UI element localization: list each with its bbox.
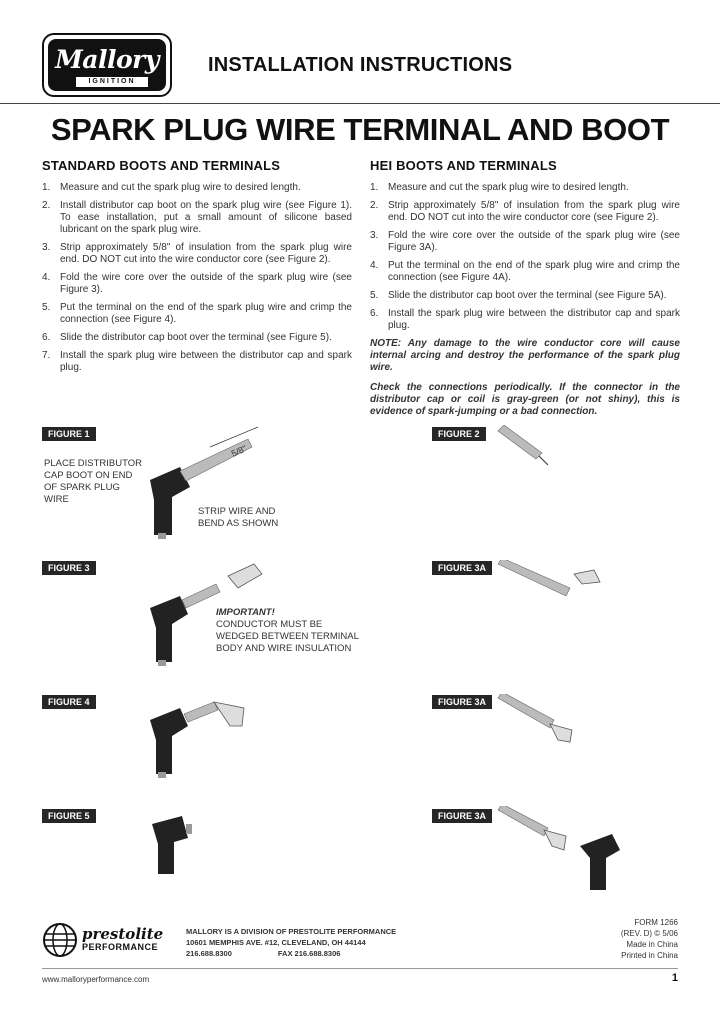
made-in: Made in China	[626, 940, 678, 949]
list-item	[370, 182, 680, 194]
figure-4-label: FIGURE 4	[42, 695, 96, 709]
bottom-divider	[42, 968, 678, 969]
boot-shape	[150, 708, 188, 774]
wire-shape	[498, 560, 570, 596]
list-item	[42, 182, 352, 194]
division-text: MALLORY IS A DIVISION OF PRESTOLITE PERFORMANCE	[186, 927, 397, 936]
callout-line: WIRE	[44, 494, 69, 505]
boot-shape	[152, 816, 188, 874]
step-number: 5.	[370, 290, 379, 301]
step-text: Strip approximately 5/8" of insulation from the spark plug wire end. DO NOT cut into the wire conductor core (see Figure 2).	[388, 200, 680, 223]
boot-shape	[580, 834, 620, 890]
step-number: 1.	[370, 182, 379, 193]
step-text: Strip approximately 5/8" of insulation from the spark plug wire end. DO NOT cut into the wire conductor core (see Figure 2).	[60, 242, 352, 265]
callout-line: STRIP WIRE AND	[198, 506, 276, 517]
form-info	[621, 917, 678, 961]
callout-line: OF SPARK PLUG	[44, 482, 120, 493]
list-item	[370, 290, 680, 302]
wire-shape	[182, 584, 220, 608]
logo-word: Mallory	[55, 45, 159, 74]
figure-3-illustration	[144, 558, 274, 668]
step-number: 1.	[42, 182, 51, 193]
terminal-shape	[550, 724, 572, 742]
callout-line: CONDUCTOR MUST BE	[216, 619, 323, 630]
figure-4-illustration	[144, 692, 274, 782]
prestolite-brand: prestolite	[82, 925, 164, 943]
step-text: Measure and cut the spark plug wire to desired length.	[60, 182, 301, 193]
footer-contact	[186, 926, 396, 959]
list-item	[42, 242, 352, 266]
figure-1-label: FIGURE 1	[42, 427, 96, 441]
list-item	[42, 350, 352, 374]
step-text: Put the terminal on the end of the spark plug wire and crimp the connection (see Figure 4A).	[388, 260, 680, 283]
revision: (REV. D) © 5/06	[620, 929, 678, 938]
prestolite-performance: PERFORMANCE	[82, 942, 159, 952]
phone-text: 216.688.8300	[186, 949, 232, 958]
step-number: 6.	[42, 332, 51, 343]
boot-shape	[150, 596, 188, 662]
hei-heading: HEI BOOTS AND TERMINALS	[370, 158, 557, 173]
connection-note: Check the connections periodically. If the connector in the distributor cap or coil is gray-green (or not shiny), this is evidence of spark-jumping or a bad connection.	[370, 382, 680, 417]
standard-steps	[42, 182, 352, 374]
list-item	[370, 260, 680, 284]
address-text: 10601 MEMPHIS AVE. #12, CLEVELAND, OH 44144	[186, 938, 366, 947]
step-number: 3.	[42, 242, 51, 253]
logo-badge	[48, 39, 166, 91]
mallory-logo	[42, 33, 172, 97]
terminal-shape	[228, 564, 262, 588]
top-divider	[0, 103, 720, 104]
boot-tip	[158, 772, 166, 778]
figure-5-illustration	[148, 810, 208, 880]
list-item	[42, 272, 352, 296]
wire-shape	[498, 694, 554, 728]
step-text: Fold the wire core over the outside of the spark plug wire (see Figure 3).	[60, 272, 352, 295]
callout-line: BEND AS SHOWN	[198, 518, 279, 529]
figure-1-illustration	[140, 425, 270, 545]
step-number: 3.	[370, 230, 379, 241]
globe-icon	[44, 924, 76, 956]
wire-shape	[498, 425, 542, 459]
figure-1-callout-boot	[44, 458, 142, 506]
step-text: Slide the distributor cap boot over the terminal (see Figure 5A).	[388, 290, 667, 301]
step-number: 4.	[42, 272, 51, 283]
figure-3a-label-3: FIGURE 3A	[432, 809, 492, 823]
terminal-shape	[574, 570, 600, 584]
website-link[interactable]: www.malloryperformance.com	[42, 975, 150, 984]
hei-section	[370, 160, 680, 426]
wire-shape	[498, 806, 548, 836]
step-text: Slide the distributor cap boot over the terminal (see Figure 5).	[60, 332, 332, 343]
figure-3a-illustration	[496, 560, 616, 610]
figure-2-label: FIGURE 2	[432, 427, 486, 441]
step-text: Fold the wire core over the outside of the spark plug wire (see Figure 3A).	[388, 230, 680, 253]
step-number: 4.	[370, 260, 379, 271]
callout-line: PLACE DISTRIBUTOR	[44, 458, 143, 469]
list-item	[42, 332, 352, 344]
step-text: Install the spark plug wire between the distributor cap and spark plug.	[60, 350, 352, 373]
figure-3-label: FIGURE 3	[42, 561, 96, 575]
terminal-shape	[544, 830, 566, 850]
damage-note: NOTE: Any damage to the wire conductor core will cause internal arcing and destroy the performance of the spark plug wire.	[370, 338, 680, 373]
important-label: IMPORTANT!	[216, 607, 275, 618]
step-number: 7.	[42, 350, 51, 361]
step-text: Install the spark plug wire between the distributor cap and spark plug.	[388, 308, 680, 331]
figure-5-label: FIGURE 5	[42, 809, 96, 823]
terminal-shape	[214, 702, 244, 726]
doc-type: INSTALLATION INSTRUCTIONS	[208, 54, 513, 76]
logo-sub: IGNITION	[76, 77, 148, 87]
figure-3a-illustration-3	[496, 806, 646, 896]
figure-3a-illustration-2	[496, 694, 596, 754]
step-number: 2.	[42, 200, 51, 211]
standard-heading: STANDARD BOOTS AND TERMINALS	[42, 158, 281, 173]
step-text: Put the terminal on the end of the spark plug wire and crimp the connection (see Figure 4).	[60, 302, 352, 325]
step-number: 5.	[42, 302, 51, 313]
phone-row	[186, 948, 396, 959]
boot-end	[186, 824, 192, 834]
page-number: 1	[671, 972, 678, 984]
form-number: FORM 1266	[634, 918, 678, 927]
standard-section	[42, 160, 352, 380]
figure-2-illustration	[496, 425, 566, 475]
hei-steps	[370, 182, 680, 332]
callout-line: WEDGED BETWEEN TERMINAL	[216, 631, 359, 642]
page-title: SPARK PLUG WIRE TERMINAL AND BOOT	[50, 112, 670, 147]
figure-3a-label: FIGURE 3A	[432, 561, 492, 575]
callout-line: BODY AND WIRE INSULATION	[216, 643, 352, 654]
list-item	[370, 308, 680, 332]
boot-tip	[158, 660, 166, 666]
list-item	[370, 230, 680, 254]
step-text: Measure and cut the spark plug wire to desired length.	[388, 182, 629, 193]
figure-3a-label-2: FIGURE 3A	[432, 695, 492, 709]
dimension-label: 5/8"	[229, 443, 249, 459]
step-number: 2.	[370, 200, 379, 211]
list-item	[370, 200, 680, 224]
list-item	[42, 302, 352, 326]
fax-text: FAX 216.688.8306	[277, 949, 341, 958]
step-number: 6.	[370, 308, 379, 319]
wire-shape	[184, 702, 218, 722]
printed-in: Printed in China	[621, 951, 678, 960]
step-text: Install distributor cap boot on the spark plug wire (see Figure 1). To ease installation, put a small amount of silicone based lubricant on the spark plug wire.	[60, 200, 352, 235]
list-item	[42, 200, 352, 236]
conductor-core	[539, 456, 548, 465]
callout-line: CAP BOOT ON END	[44, 470, 133, 481]
